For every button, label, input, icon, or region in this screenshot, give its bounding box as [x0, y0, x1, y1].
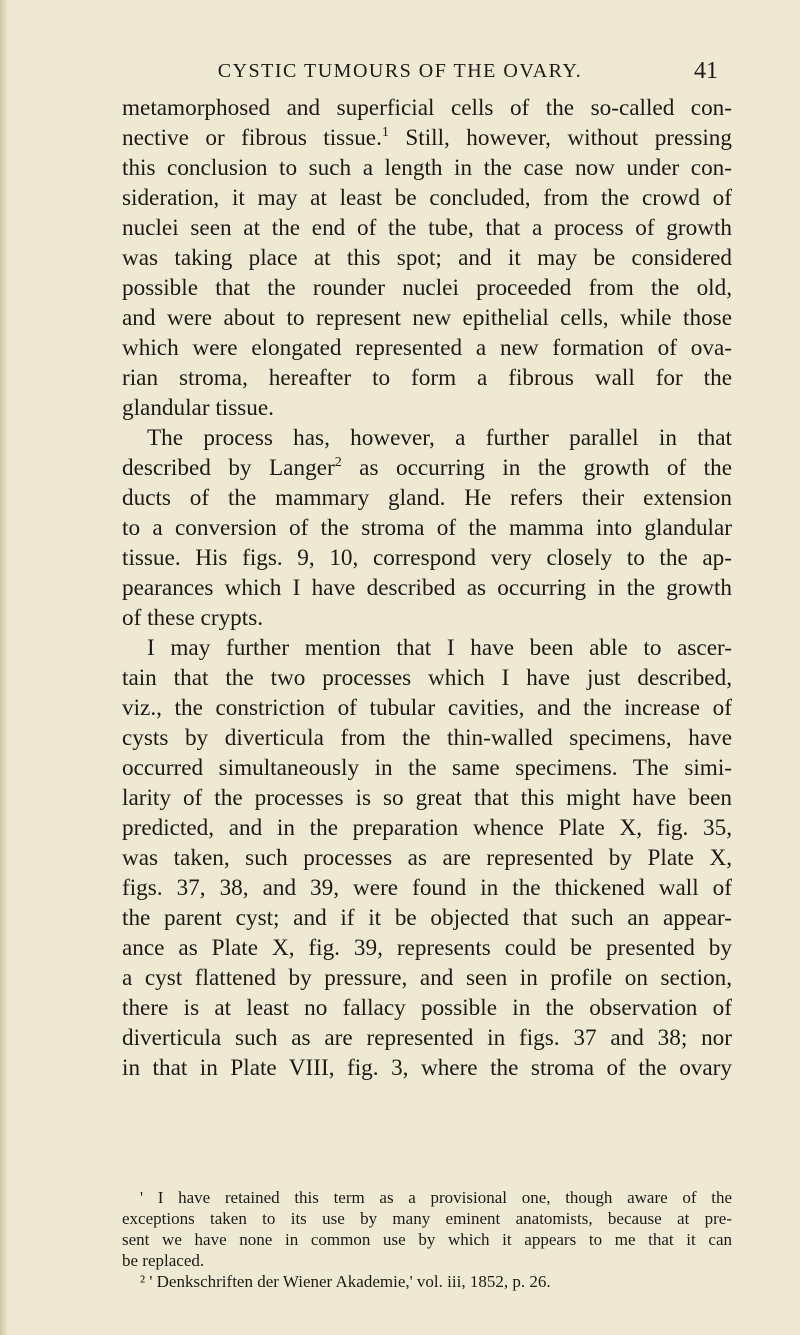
text-line: metamorphosed and superficial cells of the so-called con-	[122, 95, 732, 121]
footnotes	[122, 1187, 732, 1292]
text-line: tissue. His figs. 9, 10, correspond very closely to the ap-	[122, 545, 732, 571]
text-line: viz., the constriction of tubular cavities, and the increase of	[122, 695, 732, 721]
text-line: which were elongated represented a new formation of ova-	[122, 335, 732, 361]
text-line: this conclusion to such a length in the case now under con-	[122, 155, 732, 181]
running-header	[0, 58, 800, 88]
footnote-line: exceptions taken to its use by many eminent anatomists, because at pre-	[122, 1209, 732, 1228]
text-line: predicted, and in the preparation whence Plate X, fig. 35,	[122, 815, 732, 841]
footnote-marker: 1	[381, 125, 389, 140]
text-line: ducts of the mammary gland. He refers their extension	[122, 485, 732, 511]
text-line: the parent cyst; and if it be objected that such an appear-	[122, 905, 732, 931]
text-line: a cyst flattened by pressure, and seen in profile on section,	[122, 965, 732, 991]
text-line: possible that the rounder nuclei proceeded from the old,	[122, 275, 732, 301]
footnote-line: ² ' Denkschriften der Wiener Akademie,' vol. iii, 1852, p. 26.	[140, 1272, 551, 1291]
text-line: was taking place at this spot; and it may be considered	[122, 245, 732, 271]
text-line: in that in Plate VIII, fig. 3, where the stroma of the ovary	[122, 1055, 732, 1081]
text-line: was taken, such processes as are represented by Plate X,	[122, 845, 732, 871]
text-line: tain that the two processes which I have just described,	[122, 665, 732, 691]
text-line: I may further mention that I have been able to ascer-	[147, 635, 732, 661]
text-line: cysts by diverticula from the thin-walled specimens, have	[122, 725, 732, 751]
text-line: diverticula such as are represented in figs. 37 and 38; nor	[122, 1025, 732, 1051]
footnote-line: ' I have retained this term as a provisional one, though aware of the	[140, 1188, 732, 1207]
running-title: CYSTIC TUMOURS OF THE OVARY.	[217, 60, 583, 82]
text-line: rian stroma, hereafter to form a fibrous wall for the	[122, 365, 732, 391]
text-line: nuclei seen at the end of the tube, that a process of growth	[122, 215, 732, 241]
body-text	[122, 93, 732, 1083]
text-line: described by Langer$^2$ as occurring in the growth of the	[122, 455, 732, 481]
text-line: and were about to represent new epithelial cells, while those	[122, 305, 732, 331]
text-line: there is at least no fallacy possible in the observation of	[122, 995, 732, 1021]
text-line: larity of the processes is so great that this might have been	[122, 785, 732, 811]
text-line: to a conversion of the stroma of the mamma into glandular	[122, 515, 732, 541]
footnote-line: sent we have none in common use by which it appears to me that it can	[122, 1230, 732, 1249]
text-line: pearances which I have described as occurring in the growth	[122, 575, 732, 601]
text-line: nective or fibrous tissue.$^1$ Still, however, without pressing	[122, 125, 732, 151]
text-line: occurred simultaneously in the same specimens. The simi-	[122, 755, 732, 781]
page-gutter-shadow	[0, 0, 8, 1335]
text-line: glandular tissue.	[122, 395, 274, 421]
footnote-line: be replaced.	[122, 1251, 205, 1270]
text-line: sideration, it may at least be concluded, from the crowd of	[122, 185, 732, 211]
footnote-marker: 2	[334, 455, 342, 470]
text-line: of these crypts.	[122, 605, 264, 631]
text-line: The process has, however, a further parallel in that	[147, 425, 732, 451]
text-line: ance as Plate X, fig. 39, represents could be presented by	[122, 935, 732, 961]
text-line: figs. 37, 38, and 39, were found in the thickened wall of	[122, 875, 732, 901]
page-number: 41	[694, 58, 718, 84]
